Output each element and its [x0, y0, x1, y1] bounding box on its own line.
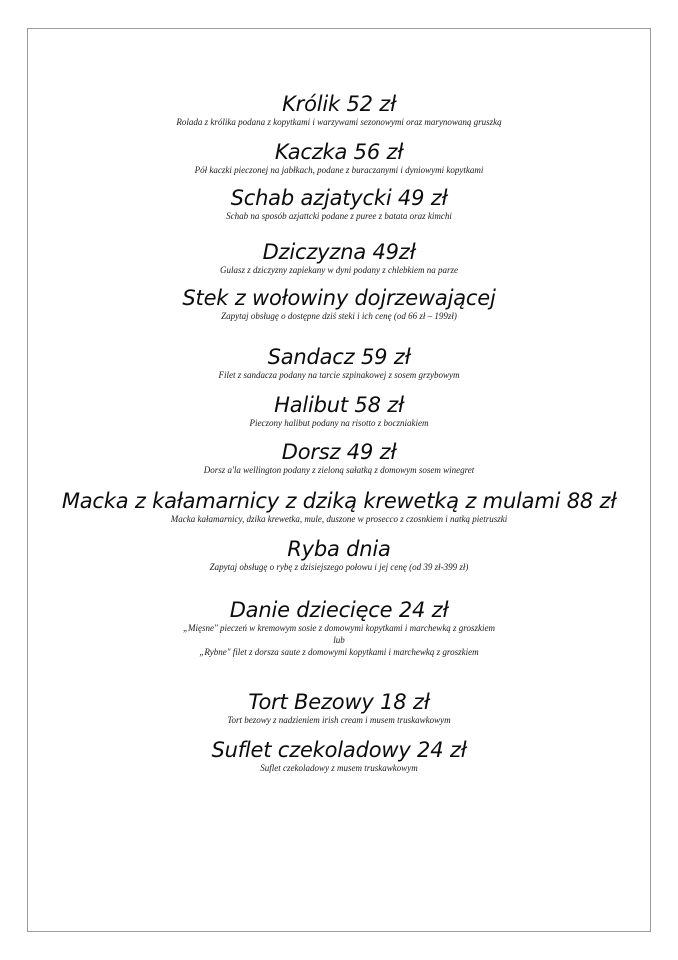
- dish-description: [0, 116, 678, 128]
- menu-item: [0, 186, 678, 222]
- description-line: Zapytaj obsługę o dostępne dziś steki i ich cenę (od 66 zł – 199zł): [221, 311, 457, 321]
- dish-title: Suflet czekoladowy 24 zł: [211, 738, 467, 762]
- menu-item: [0, 489, 678, 525]
- dish-title: Halibut 58 zł: [274, 393, 404, 417]
- dish-title: Danie dziecięce 24 zł: [229, 598, 449, 622]
- menu-item: [0, 598, 678, 658]
- dish-description: [0, 714, 678, 726]
- dish-title: Stek z wołowiny dojrzewającej: [182, 286, 496, 310]
- description-line: Tort bezowy z nadzieniem irish cream i musem truskawkowym: [227, 715, 451, 725]
- menu-item: [0, 440, 678, 476]
- menu-item: [0, 345, 678, 381]
- description-line: Pieczony halibut podany na risotto z boczniakiem: [249, 418, 429, 428]
- dish-title: Schab azjatycki 49 zł: [230, 186, 448, 210]
- dish-title: Tort Bezowy 18 zł: [248, 690, 430, 714]
- dish-title: Królik 52 zł: [282, 92, 396, 116]
- description-line: Suflet czekoladowy z musem truskawkowym: [260, 763, 418, 773]
- dish-title: Kaczka 56 zł: [274, 140, 404, 164]
- menu-item: [0, 393, 678, 429]
- dish-description: [0, 417, 678, 429]
- dish-description: [0, 762, 678, 774]
- menu-item: [0, 140, 678, 176]
- description-line: lub: [333, 635, 345, 645]
- menu-item: [0, 286, 678, 322]
- dish-title: Ryba dnia: [287, 537, 391, 561]
- menu-item: [0, 537, 678, 573]
- dish-description: [0, 210, 678, 222]
- description-line: „Mięsne" pieczeń w kremowym sosie z domowymi kopytkami i marchewką z groszkiem: [183, 623, 495, 633]
- dish-description: [0, 369, 678, 381]
- menu-item: [0, 738, 678, 774]
- dish-description: [0, 464, 678, 476]
- dish-description: [0, 264, 678, 276]
- dish-description: [0, 622, 678, 658]
- dish-title: Dziczyzna 49zł: [262, 240, 416, 264]
- dish-description: [0, 561, 678, 573]
- dish-description: [0, 164, 678, 176]
- description-line: Pół kaczki pieczonej na jabłkach, podane z buraczanymi i dyniowymi kopytkami: [194, 165, 484, 175]
- dish-description: [0, 310, 678, 322]
- description-line: Filet z sandacza podany na tarcie szpinakowej z sosem grzybowym: [218, 370, 460, 380]
- description-line: Zapytaj obsługę o rybę z dzisiejszego połowu i jej cenę (od 39 zł-399 zł): [209, 562, 469, 572]
- description-line: Gulasz z dziczyzny zapiekany w dyni podany z chlebkiem na parze: [220, 265, 458, 275]
- description-line: Schab na sposób azjattcki podane z puree z batata oraz kimchi: [226, 211, 452, 221]
- description-line: Rolada z królika podana z kopytkami i warzywami sezonowymi oraz marynowaną gruszką: [176, 117, 502, 127]
- menu-item: [0, 690, 678, 726]
- menu-item: [0, 240, 678, 276]
- dish-description: [0, 513, 678, 525]
- description-line: Dorsz a'la wellington podany z zieloną sałatką z domowym sosem winegret: [203, 465, 475, 475]
- menu-item: [0, 92, 678, 128]
- description-line: Macka kałamarnicy, dzika krewetka, mule, duszone w prosecco z czosnkiem i natką pietruszki: [170, 514, 508, 524]
- dish-title: Dorsz 49 zł: [281, 440, 397, 464]
- description-line: „Rybne" filet z dorsza saute z domowymi kopytkami i marchewką z groszkiem: [199, 647, 479, 657]
- dish-title: Sandacz 59 zł: [267, 345, 411, 369]
- dish-title: Macka z kałamarnicy z dziką krewetką z mulami 88 zł: [61, 489, 617, 513]
